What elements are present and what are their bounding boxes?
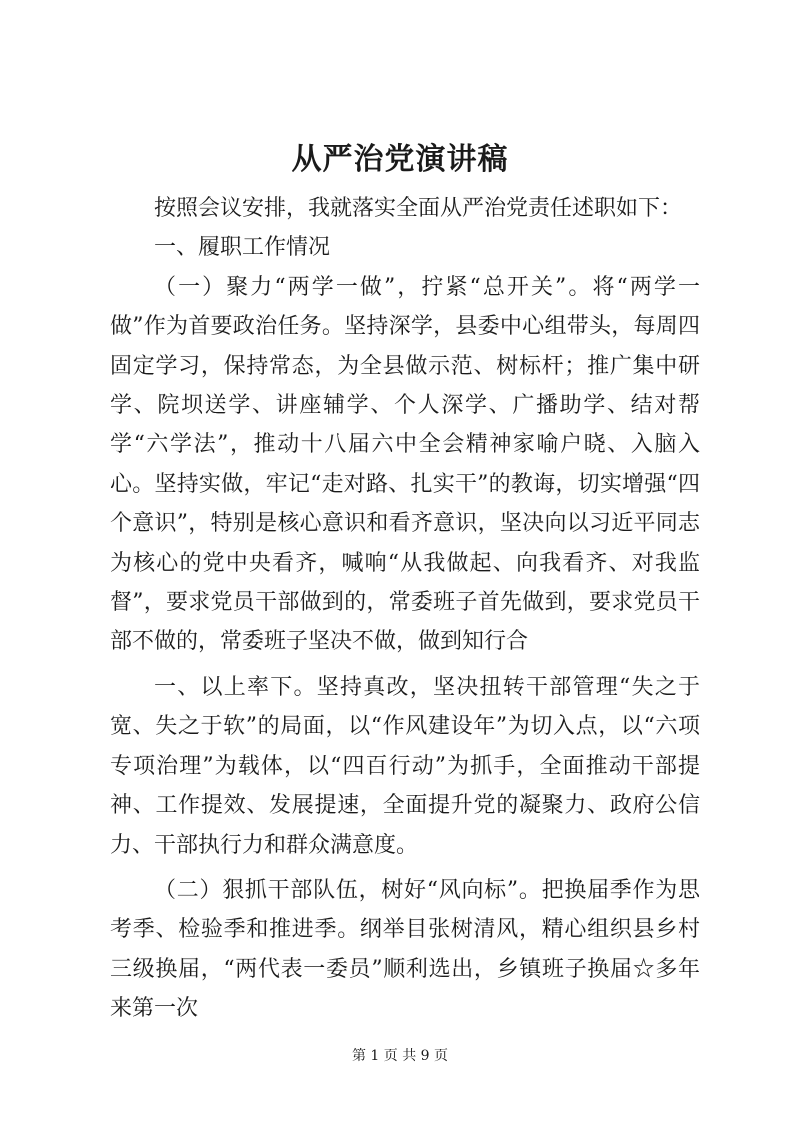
document-body [110,189,700,1029]
paragraph-section-1: （一）聚力“两学一做”，拧紧“总开关”。将“两学一做”作为首要政治任务。坚持深学，县委中心组带头，每周四固定学习，保持常态，为全县做示范、树标杆；推广集中研学、院坝送学、讲座辅学、个人深学、广播助学、结对帮学“六学法”，推动十八届六中全会精神家喻户晓、入脑入心。坚持实做，牢记“走对路、扎实干”的教诲，切实增强“四个意识”，特别是核心意识和看齐意识，坚决向以习近平同志为核心的党中央看齐，喊响“从我做起、向我看齐、对我监督”，要求党员干部做到的，常委班子首先做到，要求党员干部不做的，常委班子坚决不做，做到知行合 [110,274,700,655]
paragraph-section-lead: 一、以上率下。坚持真改，坚决扭转干部管理“失之于宽、失之于软”的局面，以“作风建设年”为切入点，以“六项专项治理”为载体，以“四百行动”为抓手，全面推动干部提神、工作提效、发展提速，全面提升党的凝聚力、政府公信力、干部执行力和群众满意度。 [110,674,700,858]
page-number: 第 1 页 共 9 页 [351,1048,449,1064]
paragraph-intro: 按照会议安排，我就落实全面从严治党责任述职如下： [154,196,683,221]
document-title: 从严治党演讲稿 [291,142,509,177]
section-heading: 一、履职工作情况 [154,235,331,261]
paragraph-section-2: （二）狠抓干部队伍，树好“风向标”。把换届季作为思考季、检验季和推进季。纲举目张树清风，精心组织县乡村三级换届，“两代表一委员”顺利选出，乡镇班子换届☆多年来第一次 [110,877,700,1022]
